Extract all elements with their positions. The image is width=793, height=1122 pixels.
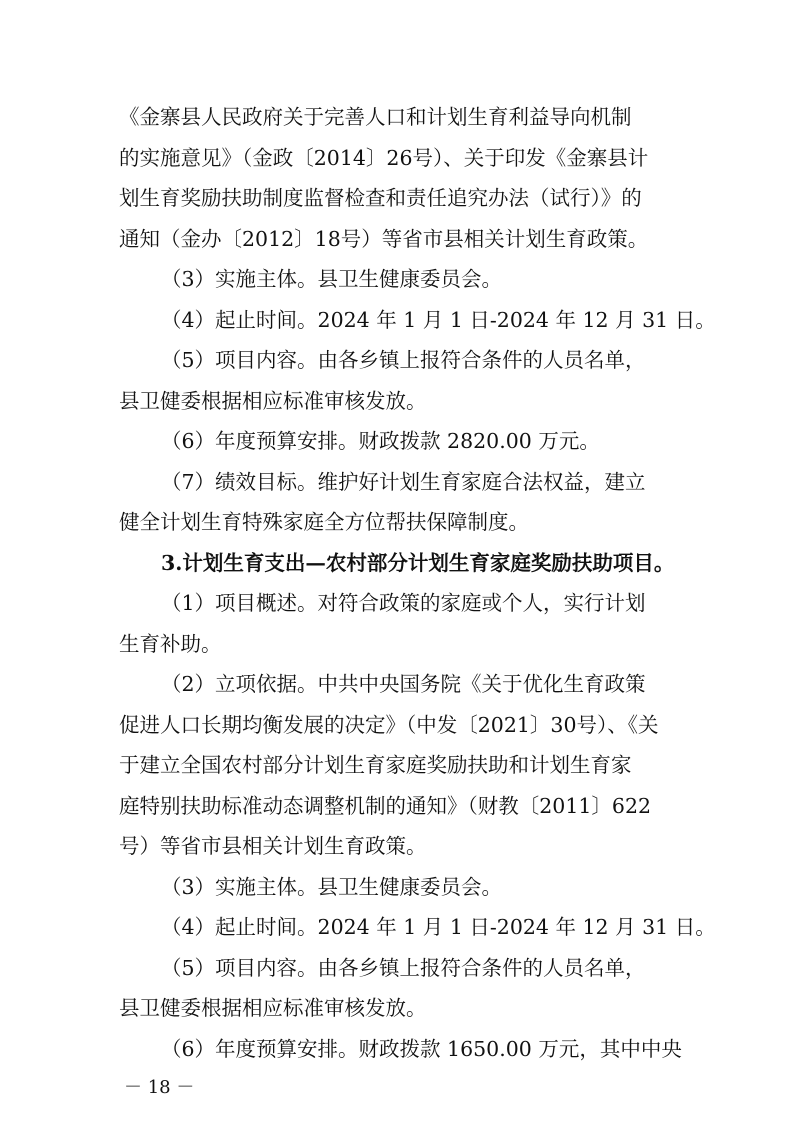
text-line xyxy=(0,950,793,986)
text-line xyxy=(0,828,793,864)
line-text: 县卫健委根据相应标准审核发放。 xyxy=(119,388,427,413)
line-text: 号）等省市县相关计划生育政策。 xyxy=(119,834,427,858)
line-text: （1）项目概述。对符合政策的家庭或个人，实行计划 xyxy=(161,591,646,615)
line-text: 县卫健委根据相应标准审核发放。 xyxy=(119,996,427,1020)
line-text: 《金寨县人民政府关于完善人口和计划生育利益导向机制 xyxy=(119,105,632,129)
line-text: 健全计划生育特殊家庭全方位帮扶保障制度。 xyxy=(119,510,529,534)
section-heading xyxy=(0,545,793,581)
text-line xyxy=(0,747,793,783)
text-line xyxy=(0,99,793,135)
line-text: （3）实施主体。县卫生健康委员会。 xyxy=(161,874,503,899)
text-line xyxy=(0,666,793,702)
line-text: （3）实施主体。县卫生健康委员会。 xyxy=(161,267,503,291)
text-line xyxy=(0,383,793,419)
text-line xyxy=(0,261,793,297)
line-text: （4）起止时间。2024 年 1 月 1 日-2024 年 12 月 31 日。 xyxy=(161,915,716,939)
text-line xyxy=(0,869,793,905)
line-text: 促进人口长期均衡发展的决定》（中发〔2021〕30号）、《关 xyxy=(119,712,659,737)
line-text: 庭特别扶助标准动态调整机制的通知》（财教〔2011〕622 xyxy=(119,793,652,818)
text-line xyxy=(0,707,793,743)
text-line xyxy=(0,302,793,338)
line-text: 的实施意见》（金政〔2014〕26号）、关于印发《金寨县计 xyxy=(119,145,649,170)
page-number: － 18 － xyxy=(124,1076,195,1098)
text-line xyxy=(0,464,793,500)
line-text: （2）立项依据。中共中央国务院《关于优化生育政策 xyxy=(161,672,646,696)
text-line xyxy=(0,909,793,945)
line-text: （5）项目内容。由各乡镇上报符合条件的人员名单， xyxy=(161,955,646,980)
text-line xyxy=(0,1031,793,1067)
text-line xyxy=(0,504,793,540)
line-text: （7）绩效目标。维护好计划生育家庭合法权益，建立 xyxy=(161,469,646,494)
text-line xyxy=(0,585,793,621)
text-line xyxy=(0,626,793,662)
text-line xyxy=(0,342,793,378)
line-text: 划生育奖励扶助制度监督检查和责任追究办法（试行）》的 xyxy=(119,186,642,210)
text-line xyxy=(0,140,793,176)
section-heading-text: 3.计划生育支出—农村部分计划生育家庭奖励扶助项目。 xyxy=(161,550,675,575)
line-text: 通知（金办〔2012〕18号）等省市县相关计划生育政策。 xyxy=(119,226,649,251)
line-text: 于建立全国农村部分计划生育家庭奖励扶助和计划生育家 xyxy=(119,753,632,777)
text-line xyxy=(0,423,793,459)
line-text: （6）年度预算安排。财政拨款 1650.00 万元，其中中央 xyxy=(161,1036,682,1061)
text-line xyxy=(0,221,793,257)
line-text: 生育补助。 xyxy=(119,631,222,656)
line-text: （5）项目内容。由各乡镇上报符合条件的人员名单， xyxy=(161,348,646,372)
text-line xyxy=(0,788,793,824)
line-text: （6）年度预算安排。财政拨款 2820.00 万元。 xyxy=(161,429,600,453)
text-line xyxy=(0,990,793,1026)
text-line xyxy=(0,180,793,216)
line-text: （4）起止时间。2024 年 1 月 1 日-2024 年 12 月 31 日。 xyxy=(161,307,716,332)
